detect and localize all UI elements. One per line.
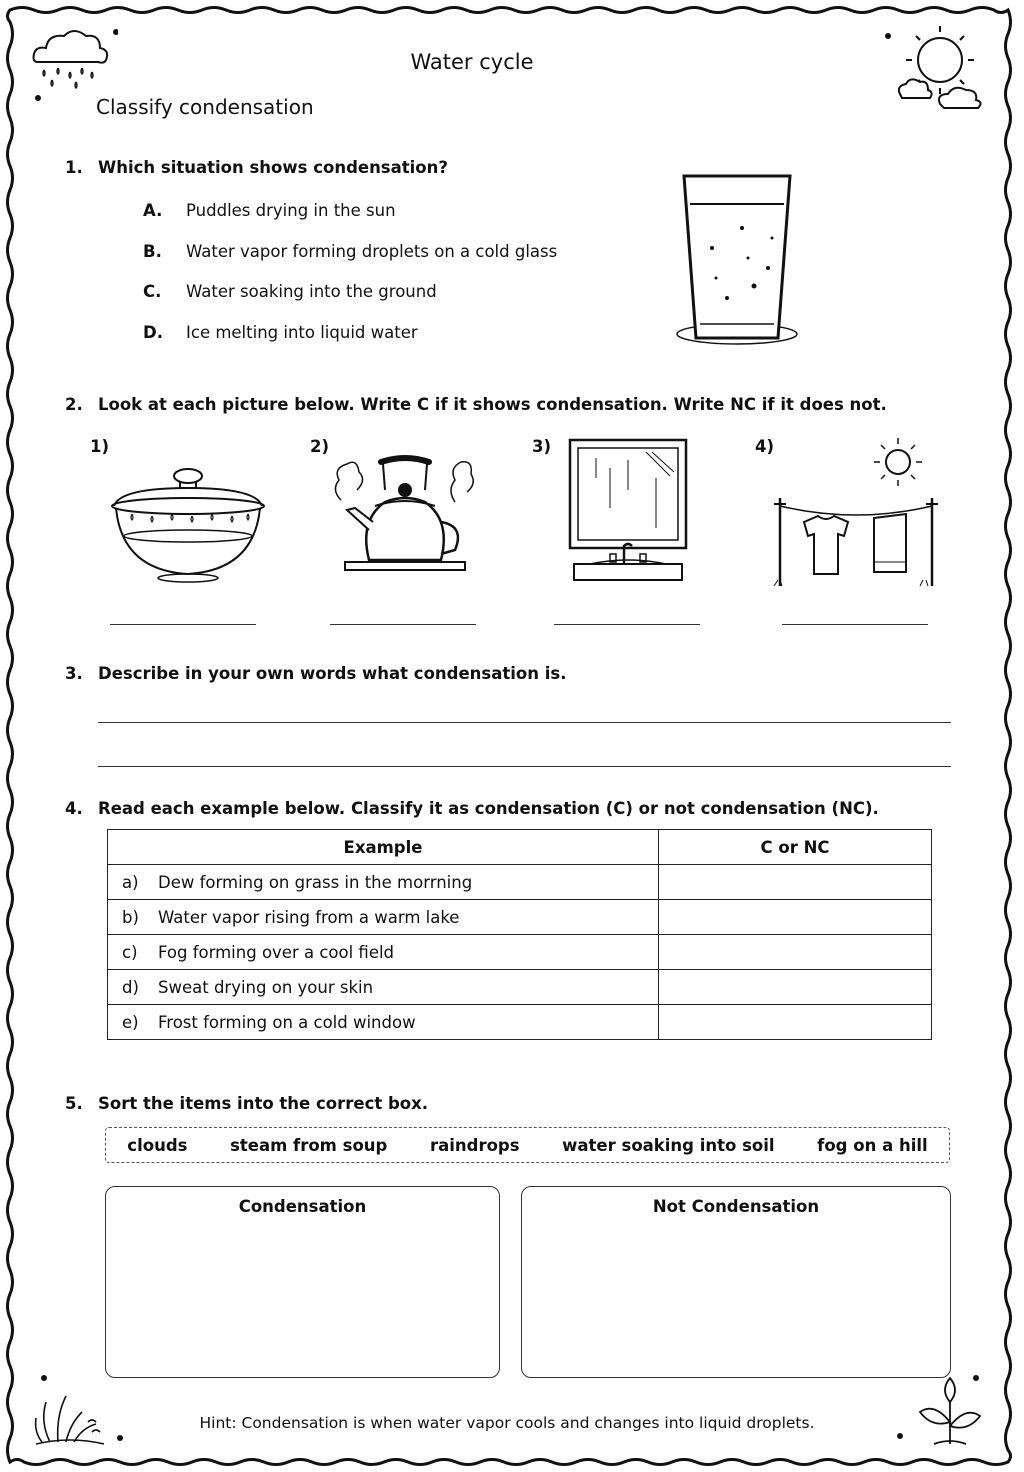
box-heading: Not Condensation [652,1197,820,1216]
answer-line-2[interactable] [330,624,476,625]
row-letter: d) [122,977,139,997]
table-row [108,935,932,970]
example-cell [108,900,659,935]
example-cell [108,865,659,900]
word-bank-item[interactable]: clouds [127,1135,188,1155]
option-letter: D. [143,323,163,342]
picture-label-4: 4) [755,437,775,456]
not-condensation-box[interactable] [521,1186,951,1378]
answer-cell[interactable] [659,1005,932,1040]
word-bank [105,1127,950,1163]
option-text: Puddles drying in the sun [186,201,396,220]
row-text: Frost forming on a cold window [158,1012,416,1032]
table-row [108,865,932,900]
row-letter: b) [122,907,139,927]
question-number: 4. [65,799,83,818]
row-letter: c) [122,942,138,962]
row-text: Dew forming on grass in the morrning [158,872,473,892]
answer-line-4[interactable] [782,624,928,625]
option-c[interactable] [143,282,437,301]
example-cell [108,1005,659,1040]
clothesline-icon [770,432,942,592]
option-text: Ice melting into liquid water [186,323,418,342]
steaming-kettle-icon [325,450,475,580]
worksheet-title: Water cycle [410,50,534,74]
question-number: 2. [65,395,83,414]
question-number: 1. [65,158,83,177]
example-cell [108,935,659,970]
classification-table [107,829,932,1040]
question-prompt: Look at each picture below. Write C if it shows condensation. Write NC if it does not. [98,395,887,414]
row-letter: a) [122,872,139,892]
question-number: 3. [65,664,83,683]
dot-decoration [30,90,46,106]
answer-cell[interactable] [659,935,932,970]
box-heading: Condensation [238,1197,367,1216]
option-a[interactable] [143,201,396,220]
option-d[interactable] [143,323,418,342]
sprout-icon [890,1372,990,1450]
option-letter: C. [143,282,162,301]
answer-line-3[interactable] [554,624,700,625]
condensation-box[interactable] [105,1186,500,1378]
table-row [108,1005,932,1040]
writing-line-1[interactable] [98,722,951,723]
covered-bowl-icon [108,462,268,584]
row-text: Sweat drying on your skin [158,977,374,997]
question-prompt: Describe in your own words what condensation is. [98,664,567,683]
picture-label-3: 3) [532,437,552,456]
word-bank-item[interactable]: fog on a hill [817,1135,928,1155]
column-header-c-or-nc: C or NC [659,830,932,865]
word-bank-item[interactable]: steam from soup [230,1135,388,1155]
column-header-example: Example [108,830,659,865]
question-prompt: Which situation shows condensation? [98,158,448,177]
answer-cell[interactable] [659,970,932,1005]
table-row [108,900,932,935]
row-text: Water vapor rising from a warm lake [158,907,460,927]
question-prompt: Read each example below. Classify it as condensation (C) or not condensation (NC). [98,799,879,818]
table-row [108,970,932,1005]
grass-splash-icon [30,1372,130,1450]
answer-cell[interactable] [659,865,932,900]
word-bank-item[interactable]: water soaking into soil [562,1135,775,1155]
question-number: 5. [65,1094,83,1113]
table-header-row [108,830,932,865]
answer-line-1[interactable] [110,624,256,625]
cold-glass-icon [672,168,802,350]
worksheet-subtitle: Classify condensation [96,95,314,119]
row-text: Fog forming over a cool field [158,942,395,962]
example-cell [108,970,659,1005]
hint-text: Hint: Condensation is when water vapor cools and changes into liquid droplets. [199,1414,815,1432]
question-prompt: Sort the items into the correct box. [98,1094,429,1113]
answer-cell[interactable] [659,900,932,935]
option-letter: B. [143,242,162,261]
option-text: Water vapor forming droplets on a cold glass [186,242,558,261]
word-bank-item[interactable]: raindrops [429,1135,520,1155]
picture-label-1: 1) [90,437,110,456]
row-letter: e) [122,1012,139,1032]
writing-line-2[interactable] [98,766,951,767]
option-letter: A. [143,201,163,220]
option-text: Water soaking into the ground [186,282,437,301]
option-b[interactable] [143,242,557,261]
foggy-mirror-icon [566,438,690,588]
picture-label-2: 2) [310,437,330,456]
